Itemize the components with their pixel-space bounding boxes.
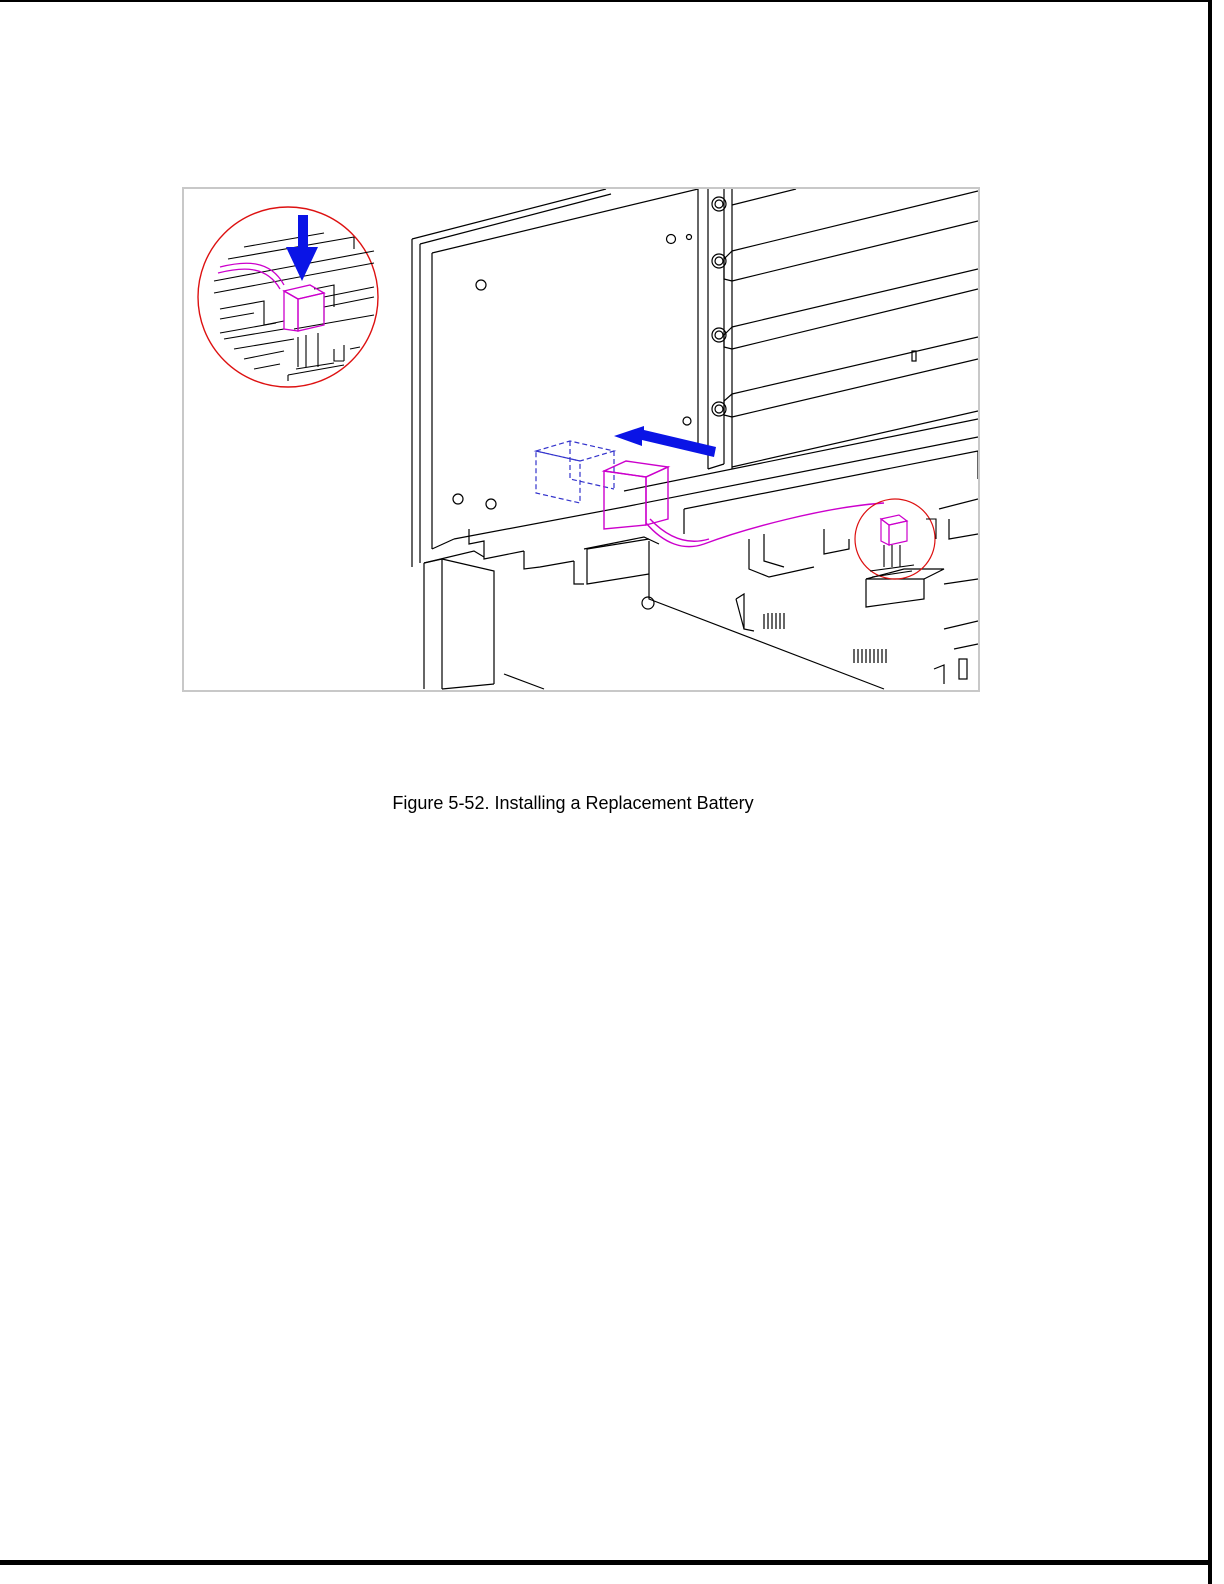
direction-arrow-left [614, 426, 716, 457]
old-battery-outline [536, 441, 614, 503]
page-border-top [0, 0, 1212, 2]
battery-installation-illustration [184, 189, 978, 690]
page-border-bottom [0, 1560, 1212, 1565]
connector-callout-magnified [198, 207, 378, 387]
new-battery [604, 461, 884, 547]
connector-callout-small [855, 499, 936, 579]
figure-frame [182, 187, 980, 692]
page-border-right [1208, 0, 1212, 1584]
figure-caption: Figure 5-52. Installing a Replacement Battery [392, 793, 754, 813]
chassis-base [424, 419, 978, 689]
riser-board [412, 189, 698, 567]
